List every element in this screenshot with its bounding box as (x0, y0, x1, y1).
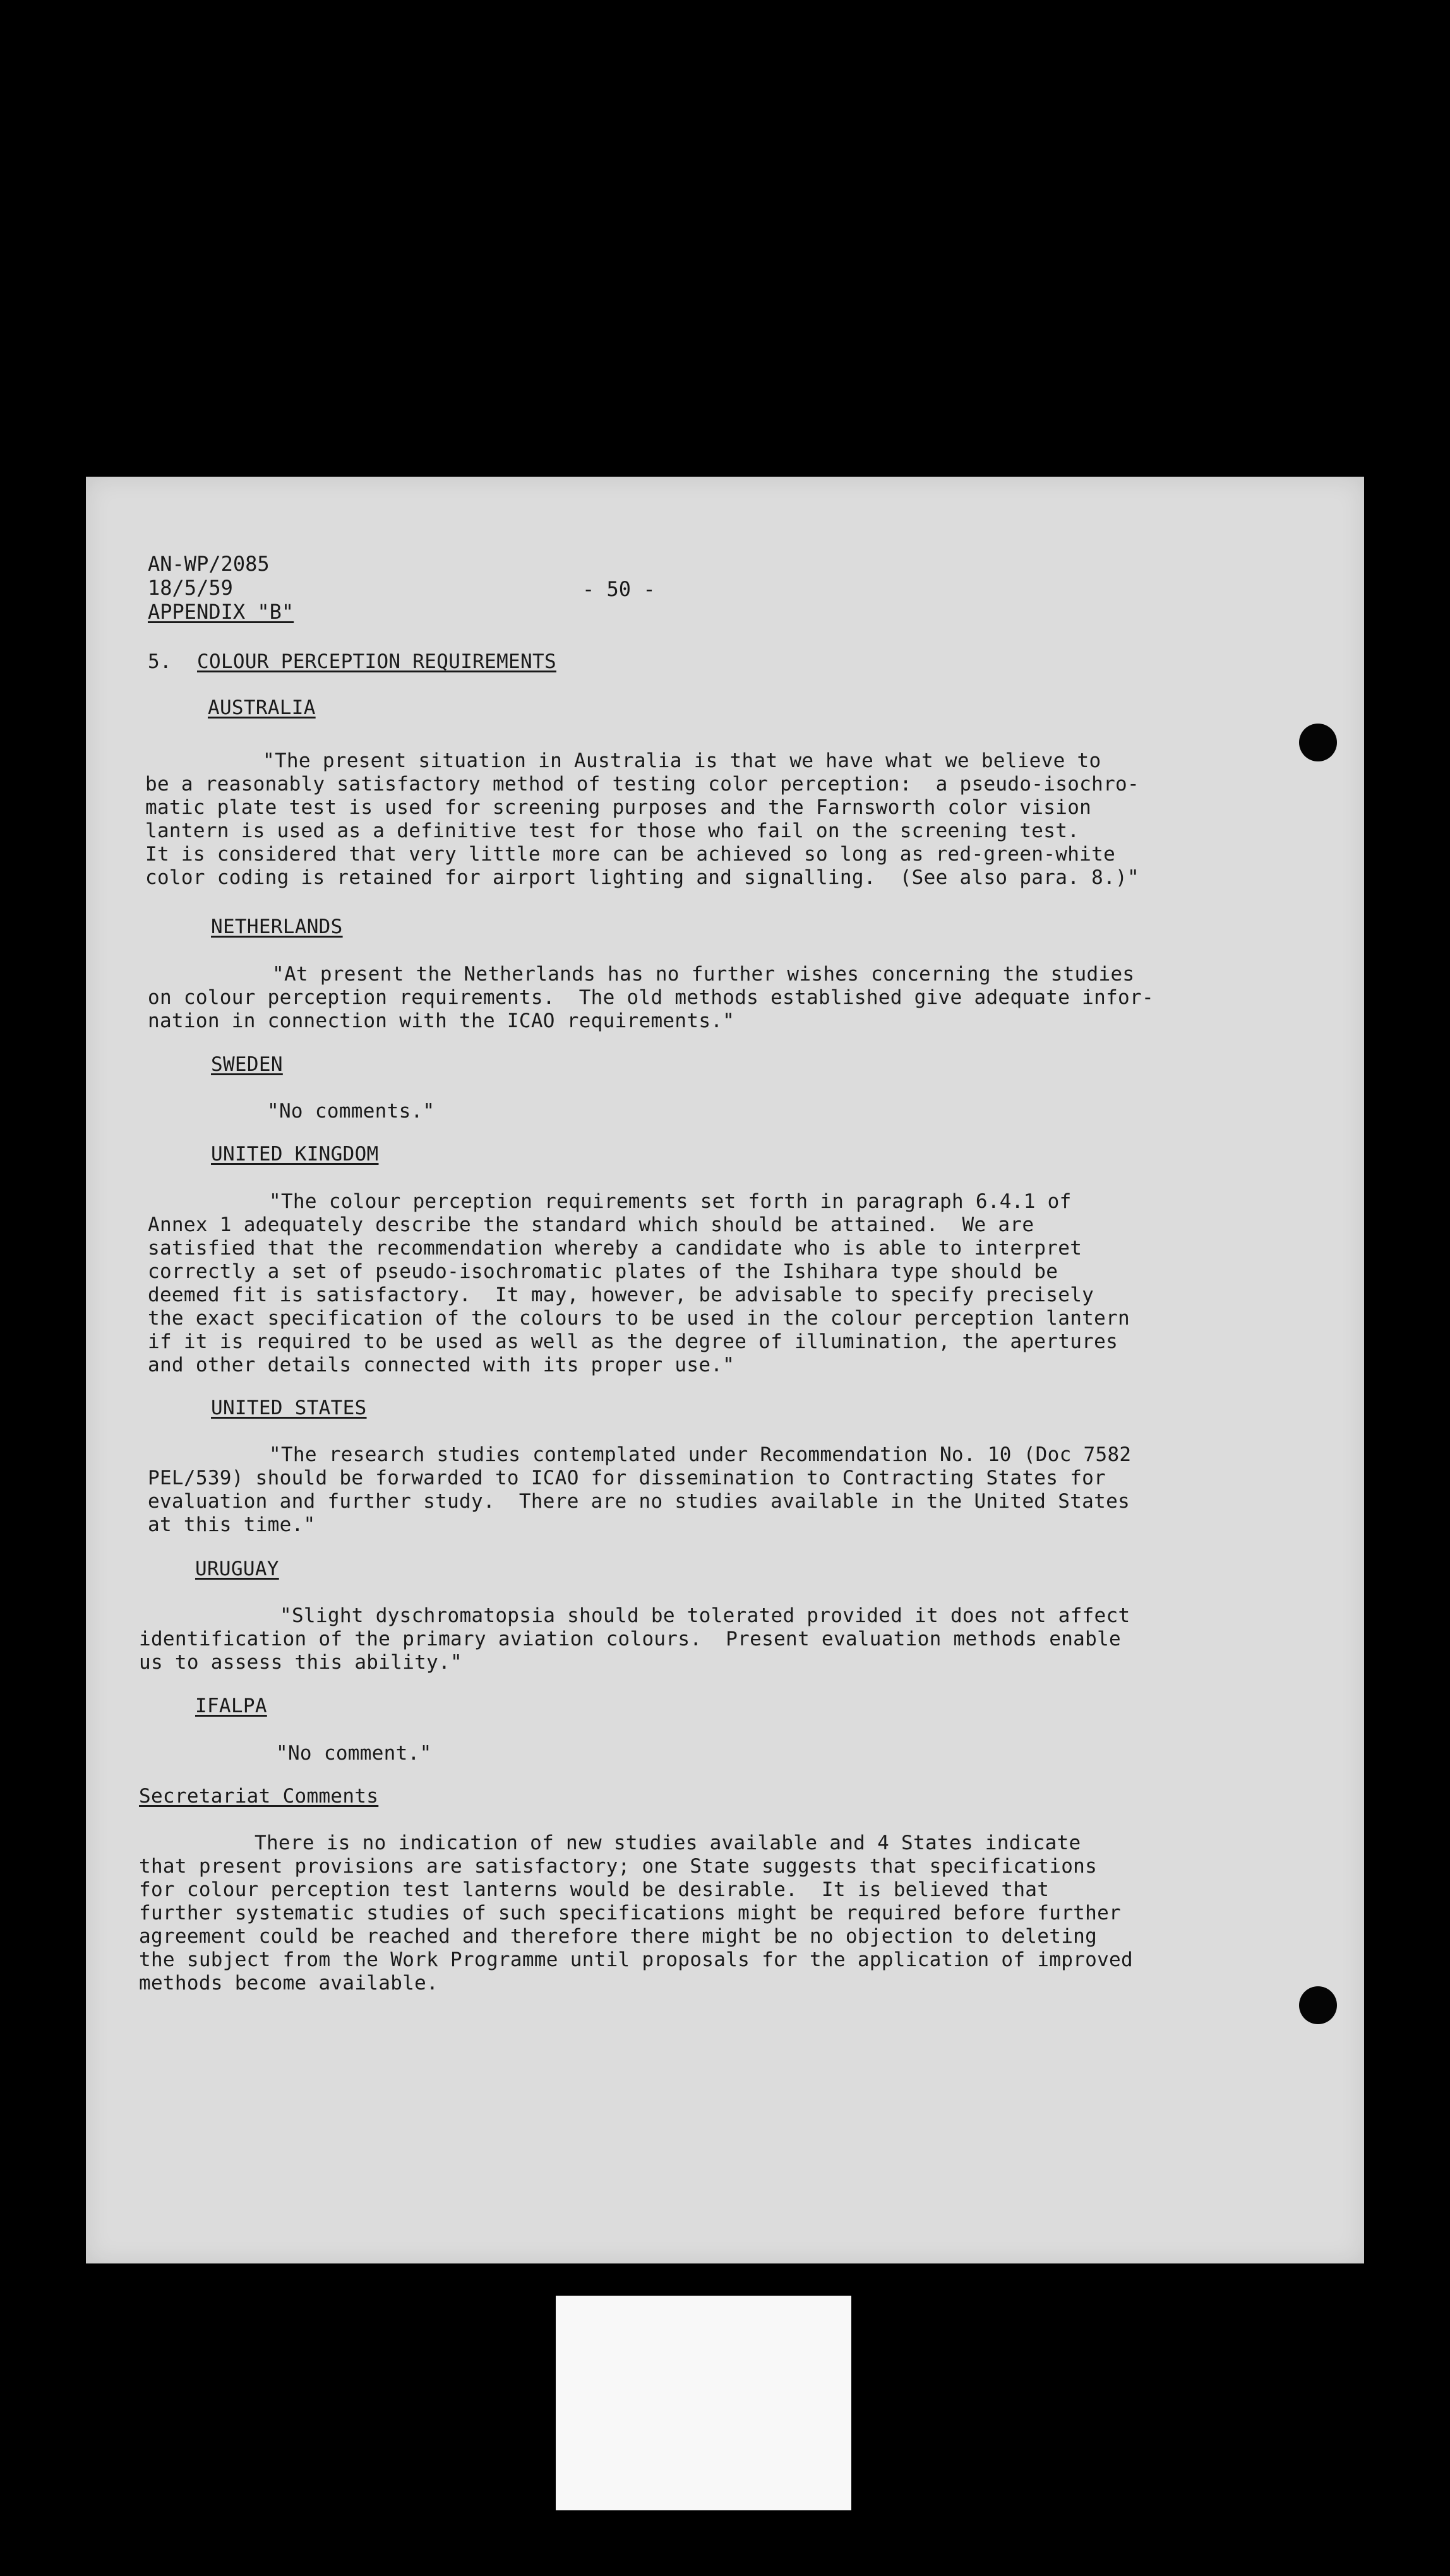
country-heading-sweden: SWEDEN (211, 1053, 283, 1076)
australia-line-4: lantern is used as a definitive test for those who fail on the screening test. (145, 820, 1080, 842)
country-heading-ifalpa: IFALPA (195, 1695, 267, 1717)
australia-line-5: It is considered that very little more can be achieved so long as red-green-white (145, 843, 1116, 866)
secretariat-heading: Secretariat Comments (139, 1785, 379, 1808)
punch-hole-top (1299, 724, 1337, 761)
us-line-4: at this time." (148, 1513, 316, 1536)
appendix-label: APPENDIX "B" (148, 600, 294, 624)
australia-line-6: color coding is retained for airport lighting and signalling. (See also para. 8.)" (145, 866, 1139, 889)
section-number: 5. (148, 650, 172, 673)
country-heading-united-states: UNITED STATES (211, 1397, 367, 1419)
ifalpa-line-1: "No comment." (276, 1742, 432, 1765)
netherlands-line-2: on colour perception requirements. The old methods established give adequate infor- (148, 986, 1154, 1009)
us-line-1: "The research studies contemplated under Recommendation No. 10 (Doc 7582 (269, 1443, 1132, 1466)
doc-date: 18/5/59 (148, 576, 233, 600)
secretariat-line-4: further systematic studies of such specifications might be required before further (139, 1902, 1122, 1924)
uk-line-4: correctly a set of pseudo-isochromatic plates of the Ishihara type should be (148, 1260, 1058, 1283)
page-number: - 50 - (582, 577, 656, 601)
secretariat-line-6: the subject from the Work Programme until proposals for the application of improved (139, 1948, 1133, 1971)
country-heading-netherlands: NETHERLANDS (211, 915, 343, 938)
secretariat-line-5: agreement could be reached and therefore there might be no objection to deleting (139, 1925, 1098, 1948)
section-title: COLOUR PERCEPTION REQUIREMENTS (197, 650, 556, 673)
uk-line-2: Annex 1 adequately describe the standard which should be attained. We are (148, 1213, 1034, 1236)
uk-line-1: "The colour perception requirements set forth in paragraph 6.4.1 of (269, 1190, 1072, 1213)
uruguay-line-1: "Slight dyschromatopsia should be tolerated provided it does not affect (280, 1604, 1130, 1627)
uruguay-line-3: us to assess this ability." (139, 1651, 463, 1674)
country-heading-united-kingdom: UNITED KINGDOM (211, 1143, 379, 1166)
punch-hole-bottom (1299, 1986, 1337, 2024)
secretariat-line-1: There is no indication of new studies available and 4 States indicate (255, 1832, 1081, 1854)
secretariat-line-2: that present provisions are satisfactory; one State suggests that specifications (139, 1855, 1098, 1878)
secretariat-line-3: for colour perception test lanterns would be desirable. It is believed that (139, 1878, 1050, 1901)
us-line-3: evaluation and further study. There are no studies available in the United States (148, 1490, 1130, 1513)
australia-line-3: matic plate test is used for screening purposes and the Farnsworth color vision (145, 796, 1092, 819)
netherlands-line-1: "At present the Netherlands has no further wishes concerning the studies (272, 963, 1135, 986)
uk-line-6: the exact specification of the colours to be used in the colour perception lantern (148, 1307, 1130, 1330)
uk-line-7: if it is required to be used as well as the degree of illumination, the apertures (148, 1330, 1118, 1353)
country-heading-uruguay: URUGUAY (195, 1558, 279, 1580)
document-page (86, 477, 1364, 2263)
uk-line-3: satisfied that the recommendation whereby a candidate who is able to interpret (148, 1237, 1082, 1260)
australia-line-1: "The present situation in Australia is that we have what we believe to (263, 749, 1101, 772)
blank-target-card (556, 2296, 851, 2510)
uk-line-8: and other details connected with its proper use." (148, 1354, 735, 1376)
sweden-line-1: "No comments." (267, 1100, 435, 1123)
netherlands-line-3: nation in connection with the ICAO requirements." (148, 1010, 735, 1032)
uk-line-5: deemed fit is satisfactory. It may, however, be advisable to specify precisely (148, 1284, 1094, 1306)
secretariat-line-7: methods become available. (139, 1972, 439, 1995)
uruguay-line-2: identification of the primary aviation colours. Present evaluation methods enable (139, 1628, 1122, 1650)
us-line-2: PEL/539) should be forwarded to ICAO for dissemination to Contracting States for (148, 1467, 1106, 1489)
australia-line-2: be a reasonably satisfactory method of testing color perception: a pseudo-isochro- (145, 773, 1139, 796)
country-heading-australia: AUSTRALIA (208, 696, 316, 719)
doc-reference: AN-WP/2085 (148, 552, 270, 576)
